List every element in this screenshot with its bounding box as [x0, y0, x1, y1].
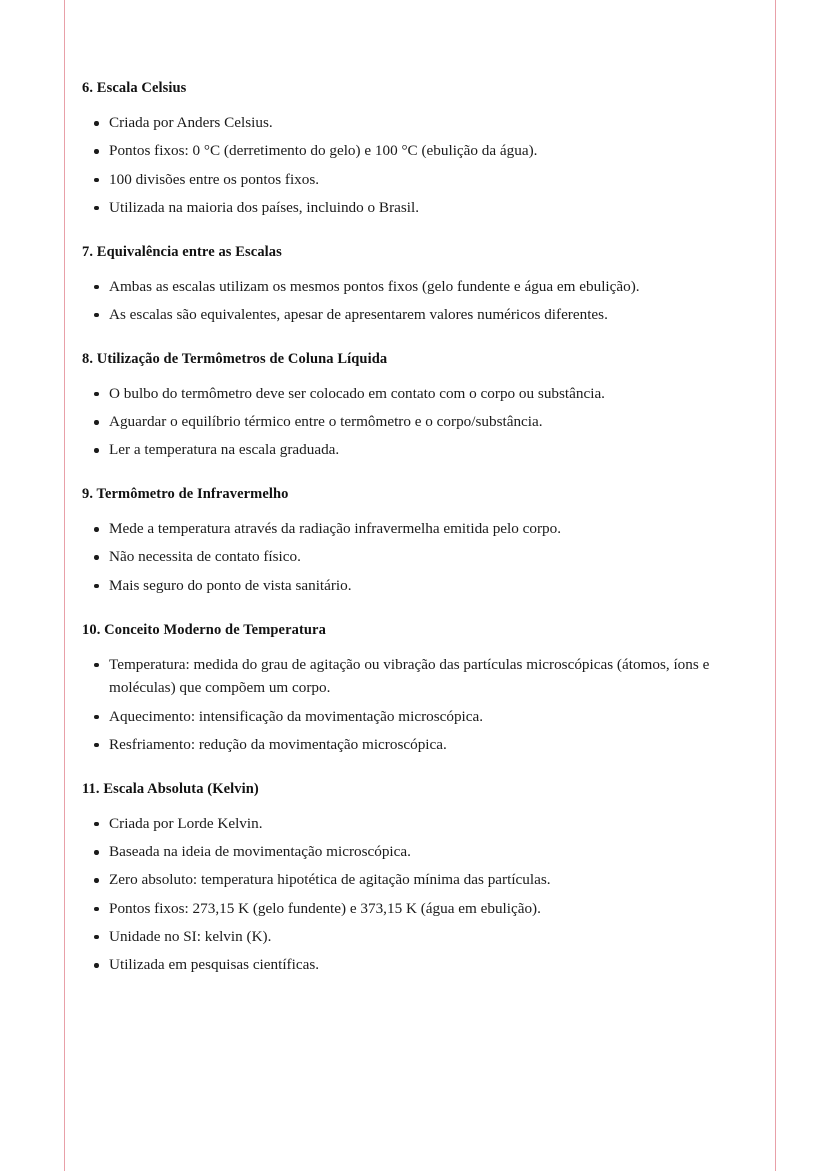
list-item: Pontos fixos: 0 °C (derretimento do gelo) e 100 °C (ebulição da água). [109, 139, 732, 163]
section-block [82, 80, 732, 220]
bullet-list [82, 812, 732, 977]
list-item: Utilizada na maioria dos países, incluindo o Brasil. [109, 196, 732, 220]
list-item: Aquecimento: intensificação da movimentação microscópica. [109, 705, 732, 729]
list-item: Aguardar o equilíbrio térmico entre o termômetro e o corpo/substância. [109, 410, 732, 434]
document-body [82, 80, 732, 977]
bullet-list [82, 275, 732, 327]
list-item: As escalas são equivalentes, apesar de apresentarem valores numéricos diferentes. [109, 303, 732, 327]
list-item: Ambas as escalas utilizam os mesmos pontos fixos (gelo fundente e água em ebulição). [109, 275, 732, 299]
bullet-list [82, 653, 732, 757]
list-item: Não necessita de contato físico. [109, 545, 732, 569]
list-item: Mais seguro do ponto de vista sanitário. [109, 574, 732, 598]
list-item: Baseada na ideia de movimentação microscópica. [109, 840, 732, 864]
bullet-list [82, 382, 732, 462]
list-item: Zero absoluto: temperatura hipotética de agitação mínima das partículas. [109, 868, 732, 892]
list-item: Ler a temperatura na escala graduada. [109, 438, 732, 462]
bullet-list [82, 517, 732, 597]
section-block [82, 781, 732, 977]
section-title: 9. Termômetro de Infravermelho [82, 486, 289, 503]
list-item: Pontos fixos: 273,15 K (gelo fundente) e 373,15 K (água em ebulição). [109, 897, 732, 921]
section-block [82, 351, 732, 462]
list-item: Temperatura: medida do grau de agitação ou vibração das partículas microscópicas (átomos, íons e moléculas) que compõem um corpo. [109, 653, 732, 701]
list-item: Mede a temperatura através da radiação infravermelha emitida pelo corpo. [109, 517, 732, 541]
section-block [82, 486, 732, 597]
section-title: 6. Escala Celsius [82, 80, 187, 96]
list-item: 100 divisões entre os pontos fixos. [109, 168, 732, 192]
left-margin-rule [64, 0, 65, 1171]
section-title: 11. Escala Absoluta (Kelvin) [82, 780, 259, 797]
list-item: Criada por Anders Celsius. [109, 111, 732, 135]
section-title: 7. Equivalência entre as Escalas [82, 243, 282, 260]
section-block [82, 244, 732, 327]
list-item: O bulbo do termômetro deve ser colocado em contato com o corpo ou substância. [109, 382, 732, 406]
list-item: Resfriamento: redução da movimentação microscópica. [109, 733, 732, 757]
list-item: Criada por Lorde Kelvin. [109, 812, 732, 836]
section-block [82, 622, 732, 757]
list-item: Utilizada em pesquisas científicas. [109, 953, 732, 977]
list-item: Unidade no SI: kelvin (K). [109, 925, 732, 949]
section-title: 10. Conceito Moderno de Temperatura [82, 621, 326, 638]
section-title: 8. Utilização de Termômetros de Coluna Líquida [82, 350, 388, 367]
bullet-list [82, 111, 732, 220]
right-margin-rule [775, 0, 776, 1171]
